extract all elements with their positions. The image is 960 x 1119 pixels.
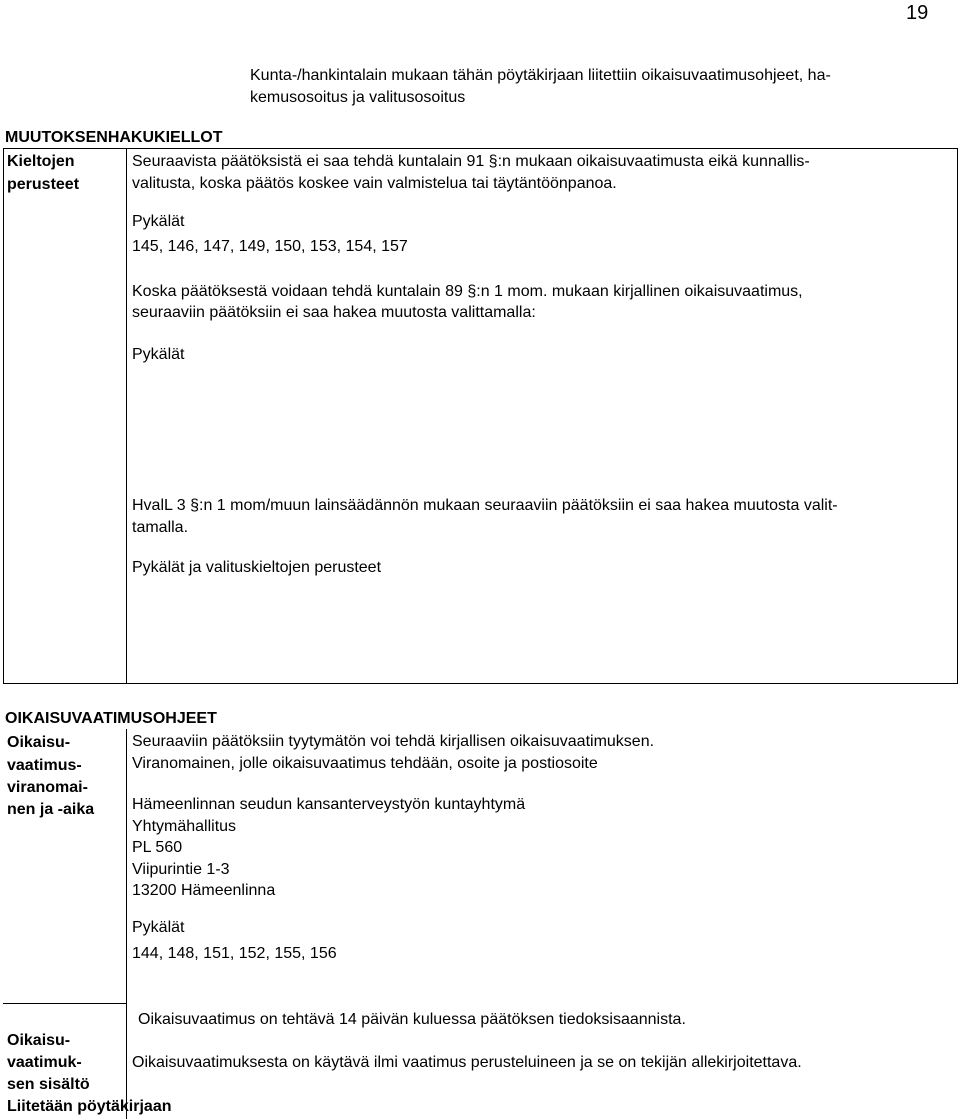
muutos-pykalat-label: Pykälät [132,213,185,230]
address-line-3: PL 560 [132,839,183,856]
muutos-para1-line1: Seuraavista päätöksistä ei saa tehdä kuntalain 91 §:n mukaan oikaisuvaatimusta eikä kunnallis- [132,153,810,170]
oikaisu-label2-line1: Oikaisu- [7,1032,71,1049]
page-number: 19 [906,2,929,24]
oikaisu-content: Oikaisuvaatimuksesta on käytävä ilmi vaatimus perusteluineen ja se on tekijän allekirjoitettava. [132,1054,802,1071]
oikaisu-label1-line3: viranomai- [7,779,88,796]
kieltojen-label-1: Kieltojen [7,153,75,170]
oikaisu-label1-line1: Oikaisu- [7,734,71,751]
oikaisu-label1-line2: vaatimus- [7,757,82,774]
box1-bottom-border [3,683,958,684]
muutos-pykalat-label-3: Pykälät ja valituskieltojen perusteet [132,559,382,576]
oikaisu-deadline: Oikaisuvaatimus on tehtävä 14 päivän kuluessa päätöksen tiedoksisaannista. [138,1011,686,1028]
muutos-pykalat-label-2: Pykälät [132,346,185,363]
oikaisu-label2-line3: sen sisältö [7,1076,90,1093]
kieltojen-label-2: perusteet [7,176,80,193]
oikaisu-divider [126,729,127,1119]
muutos-pykalat-list: 145, 146, 147, 149, 150, 153, 154, 157 [132,238,408,255]
intro-line-1: Kunta-/hankintalain mukaan tähän pöytäkirjaan liitettiin oikaisuvaatimusohjeet, ha- [250,67,831,84]
muutos-para3-line1: HvalL 3 §:n 1 mom/muun lainsäädännön mukaan seuraaviin päätöksiin ei saa hakea muutosta valit- [132,497,838,514]
muutos-para1-line2: valitusta, koska päätös koskee vain valmistelua tai täytäntöönpanoa. [132,175,617,192]
oikaisu-label2-line2: vaatimuk- [7,1054,82,1071]
oikaisu-line2: Viranomainen, jolle oikaisuvaatimus tehdään, osoite ja postiosoite [132,755,598,772]
box1-right-border [957,148,958,684]
oikaisu-line1: Seuraaviin päätöksiin tyytymätön voi tehdä kirjallisen oikaisuvaatimuksen. [132,733,655,750]
address-line-1: Hämeenlinnan seudun kansanterveystyön kuntayhtymä [132,796,526,813]
muutoksenhaku-heading: MUUTOKSENHAKUKIELLOT [5,129,223,146]
muutos-para2-line1: Koska päätöksestä voidaan tehdä kuntalain 89 §:n 1 mom. mukaan kirjallinen oikaisuvaatimus, [132,283,803,300]
address-line-4: Viipurintie 1-3 [132,861,230,878]
address-line-2: Yhtymähallitus [132,818,237,835]
intro-line-2: kemusosoitus ja valitusosoitus [250,89,466,106]
oikaisu-label1-line4: nen ja -aika [7,801,95,818]
box1-divider [126,148,127,684]
oikaisu-rule [3,1003,127,1004]
box1-left-border [3,148,4,684]
oikaisu-pykalat-label: Pykälät [132,919,185,936]
oikaisu-pykalat-list: 144, 148, 151, 152, 155, 156 [132,945,337,962]
address-line-5: 13200 Hämeenlinna [132,882,276,899]
muutos-para3-line2: tamalla. [132,519,189,536]
oikaisu-heading: OIKAISUVAATIMUSOHJEET [5,710,217,727]
box1-top-border [3,148,958,149]
liitetaan-label: Liitetään pöytäkirjaan [7,1098,172,1115]
muutos-para2-line2: seuraaviin päätöksiin ei saa hakea muutosta valittamalla: [132,304,536,321]
